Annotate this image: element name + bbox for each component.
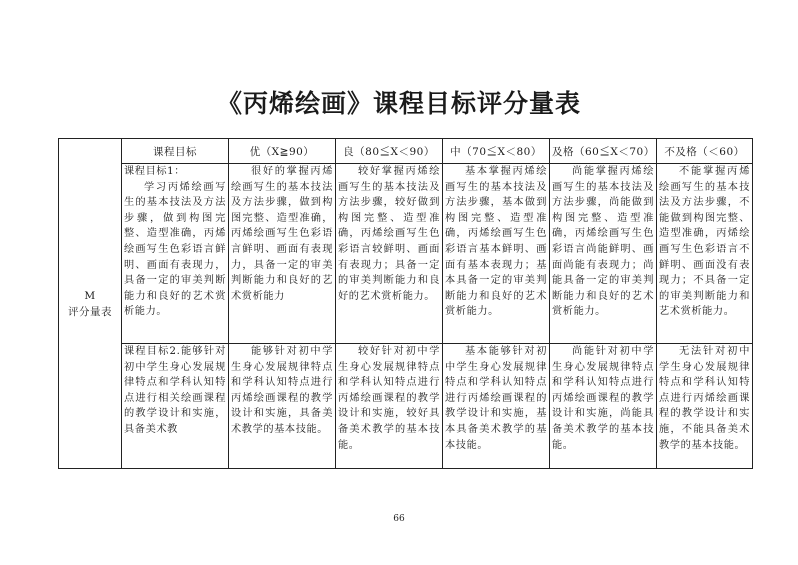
- objective-cell: [122, 164, 229, 344]
- criteria-pass: 尚能针对初中学生身心发展规律特点和学科认知特点进行丙烯绘画课程的教学设计和实施，尚能具备美术教学的基本技能。: [550, 344, 657, 469]
- column-header-fail: 不及格（＜60）: [657, 139, 753, 164]
- table-row: [59, 164, 753, 344]
- page-title: 《丙烯绘画》课程目标评分量表: [216, 89, 581, 118]
- criteria-good: 较好掌握丙烯绘画写生的基本技法及方法步骤，较好做到构图完整、造型准确，丙烯绘画写生色彩语言较鲜明、画面有表现力；具备一定的审美判断能力和良好的艺术赏析能力。: [336, 164, 443, 344]
- column-header-excellent: 优（X≧90）: [229, 139, 336, 164]
- table-row: [59, 344, 753, 469]
- column-header-pass: 及格（60≦X＜70）: [550, 139, 657, 164]
- objective-text: 能够针对初中学生身心发展规律特点和学科认知特点进行相关绘画课程的教学设计和实施，具备美术教: [124, 346, 226, 435]
- criteria-medium: 基本能够针对初中学生身心发展规律特点和学科认知特点进行丙烯绘画课程的教学设计和实施，基本具备美术教学的基本技能。: [443, 344, 550, 469]
- objective-text: 学习丙烯绘画写生的基本技法及方法步骤，做到构图完整、造型准确，丙烯绘画写生色彩语言鲜明、画面有表现力，具备一定的审美判断能力和良好的艺术赏析能力。: [124, 181, 226, 318]
- scoring-rubric-table: [58, 138, 753, 469]
- column-header-medium: 中（70≦X＜80）: [443, 139, 550, 164]
- table-header-row: [59, 139, 753, 164]
- criteria-pass: 尚能掌握丙烯绘画写生的基本技法及方法步骤，尚能做到构图完整、造型准确，丙烯绘画写生色彩语言尚能鲜明、画面尚能有表现力；尚能具备一定的审美判断能力和良好的艺术赏析能力。: [550, 164, 657, 344]
- criteria-medium: 基本掌握丙烯绘画写生的基本技法及方法步骤，基本做到构图完整、造型准确，丙烯绘画写生色彩语言基本鲜明、画面有基本表现力；基本具备一定的审美判断能力和良好的艺术赏析能力。: [443, 164, 550, 344]
- column-header-objective: 课程目标: [122, 139, 229, 164]
- objective-label: 课程目标1：: [124, 166, 186, 177]
- page-number: 66: [393, 514, 405, 524]
- criteria-good: 较好针对初中学生身心发展规律特点和学科认知特点进行丙烯绘画课程的教学设计和实施，较好具备美术教学的基本技能。: [336, 344, 443, 469]
- criteria-excellent: 能够针对初中学生身心发展规律特点和学科认知特点进行丙烯绘画课程的教学设计和实施，具备美术教学的基本技能。: [229, 344, 336, 469]
- row-header-cell: [59, 139, 122, 469]
- criteria-fail: 不能掌握丙烯绘画写生的基本技法及方法步骤，不能做到构图完整、造型准确，丙烯绘画写生色彩语言不鲜明、画面没有表现力；不具备一定的审美判断能力和艺术赏析能力。: [657, 164, 753, 344]
- objective-cell: [122, 344, 229, 469]
- criteria-fail: 无法针对初中学生身心发展规律特点和学科认知特点进行丙烯绘画课程的教学设计和实施，不能具备美术教学的基本技能。: [657, 344, 753, 469]
- row-header-line2: 评分量表: [68, 305, 112, 318]
- row-header-line1: M: [84, 289, 96, 302]
- criteria-excellent: 很好的掌握丙烯绘画写生的基本技法及方法步骤，做到构图完整、造型准确，丙烯绘画写生色彩语言鲜明、画面有表现力，具备一定的审美判断能力和良好的艺术赏析能力: [229, 164, 336, 344]
- column-header-good: 良（80≦X＜90）: [336, 139, 443, 164]
- objective-label: 课程目标2.: [124, 346, 181, 357]
